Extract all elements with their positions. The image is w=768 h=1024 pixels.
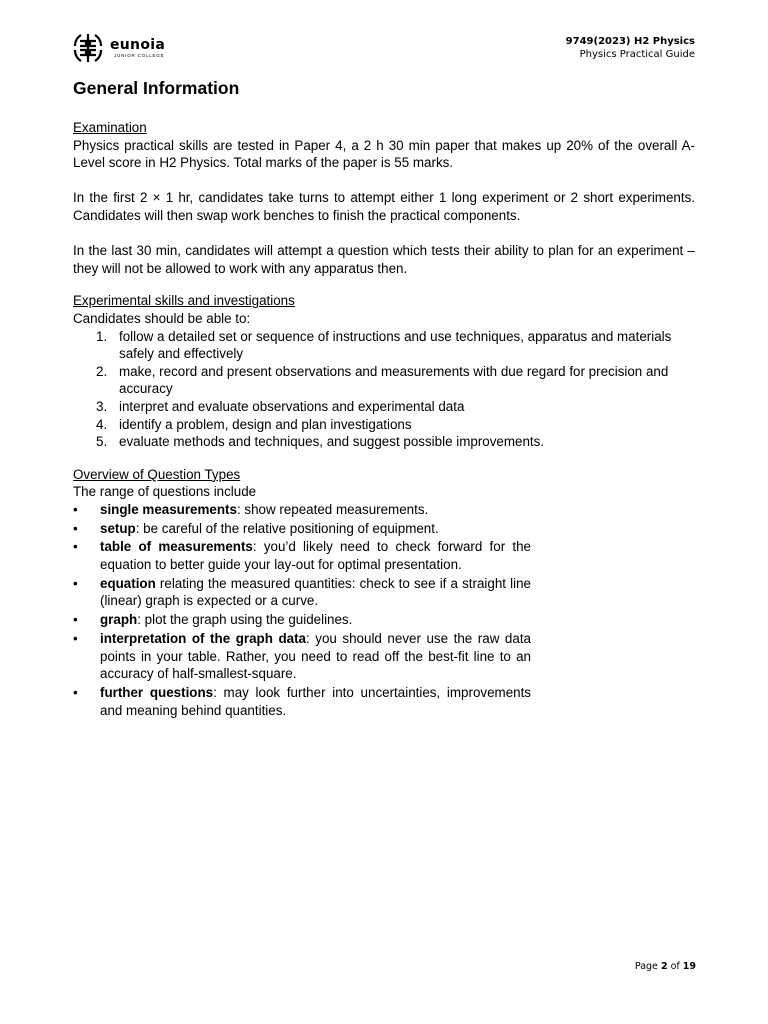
bullet-icon: • [73, 684, 78, 700]
bullet-icon: • [73, 539, 78, 555]
bullet-icon: • [73, 575, 78, 591]
bullet-icon: • [73, 501, 78, 517]
list-item: 1. follow a detailed set or sequence of instructions and use techniques, apparatus and materials safely and effectively [96, 328, 672, 362]
list-item: 4. identify a problem, design and plan investigations [96, 416, 412, 432]
list-item: • equation relating the measured quantities: check to see if a straight line (linear) graph is expected or a curve. [73, 575, 531, 609]
document-header [566, 35, 695, 61]
list-item: 5. evaluate methods and techniques, and suggest possible improvements. [96, 434, 545, 450]
page-number: Page 2 of 19 [634, 961, 696, 972]
list-item: • setup: be careful of the relative positioning of equipment. [73, 520, 439, 536]
list-item: • further questions: may look further into uncertainties, improvements and meaning behind quantities. [73, 684, 531, 718]
page-content [73, 76, 695, 720]
college-logo [72, 32, 165, 64]
examination-heading: Examination [73, 120, 147, 135]
syllabus-code: 9749(2023) H2 Physics [565, 36, 695, 47]
bullet-icon: • [73, 630, 78, 646]
bullet-icon: • [73, 612, 78, 628]
list-item: 2. make, record and present observations and measurements with due regard for precision and accuracy [96, 363, 669, 397]
list-item: 3. interpret and evaluate observations and experimental data [96, 398, 465, 414]
skills-list [73, 328, 695, 451]
skills-heading: Experimental skills and investigations [73, 293, 295, 309]
logo-subtitle: JUNIOR COLLEGE [114, 52, 165, 58]
eunoia-logo-icon [72, 32, 104, 64]
guide-title: Physics Practical Guide [579, 49, 695, 60]
examination-paragraph-1: Physics practical skills are tested in Paper 4, a 2 h 30 min paper that makes up 20% of the overall A-Level score in H2 Physics. Total marks of the paper is 55 marks. [73, 137, 695, 171]
page-title: General Information [73, 78, 240, 98]
question-types-list [73, 501, 531, 719]
overview-intro: The range of questions include [73, 484, 257, 500]
overview-heading: Overview of Question Types [73, 466, 241, 482]
examination-paragraph-3: In the last 30 min, candidates will attempt a question which tests their ability to plan for an experiment – they will not be allowed to work with any apparatus then. [73, 243, 695, 276]
skills-intro: Candidates should be able to: [73, 310, 251, 326]
logo-name: eunoia [110, 36, 166, 53]
list-item: • single measurements: show repeated measurements. [73, 501, 429, 517]
list-item: • graph: plot the graph using the guidelines. [73, 612, 353, 628]
bullet-icon: • [73, 520, 78, 536]
list-item: • table of measurements: you’d likely need to check forward for the equation to better guide your lay-out for optimal presentation. [73, 539, 531, 573]
list-item: • interpretation of the graph data: you should never use the raw data points in your table. Rather, you need to read off the best-fit line to an accuracy of half-smallest-square. [73, 630, 531, 682]
examination-paragraph-2: In the first 2 × 1 hr, candidates take turns to attempt either 1 long experiment or 2 short experiments. Candidates will then swap work benches to finish the practical components. [73, 190, 695, 223]
